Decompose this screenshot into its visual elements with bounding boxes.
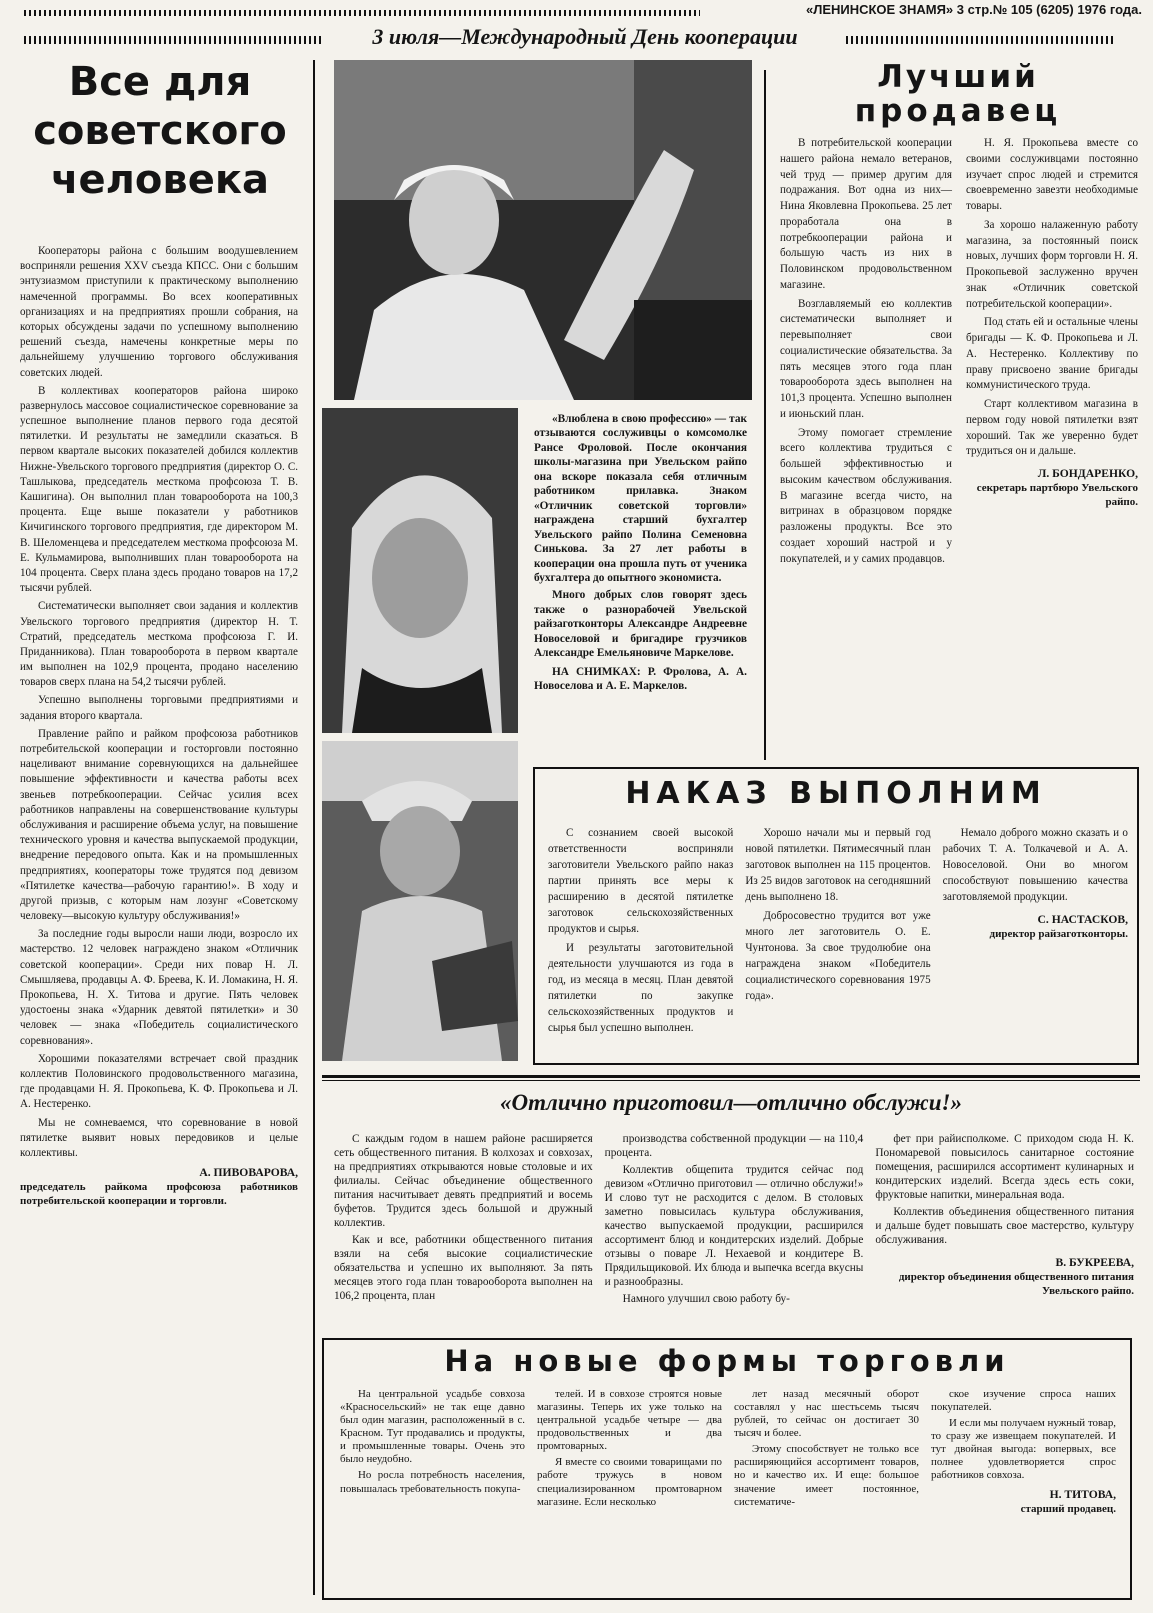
right-signature-title: секретарь партбюро Увельского райпо. xyxy=(976,482,1138,509)
left-signature-title: председатель райкома профсоюза работников потребительской кооперации и торговли. xyxy=(20,1181,298,1208)
paragraph: И если мы получаем нужный товар, то сразу же извещаем покупателей. И тут двойная выгода: вопервых, все полнее удовлетворяется спрос работников совхоза. xyxy=(931,1417,1116,1482)
nakaz-signature-title: директор райзаготконторы. xyxy=(989,927,1128,940)
paragraph: Этому помогает стремление всего коллектива трудиться с большей эффективностью и высоким качеством обслуживания. В магазине всегда чисто, на витринах в образцовом порядке разложены продукты. Все это создает хороший настрой и у покупателей, и у самих продавцов. xyxy=(780,426,952,565)
nakaz-body xyxy=(548,826,1128,1040)
paragraph: Н. Я. Прокопьева вместе со своими сослуживцами постоянно изучает спрос людей и стремится своевременно завезти необходимые товары. xyxy=(966,137,1138,212)
paragraph: Коллектив объединения общественного питания и дальше будет повышать свое мастерство, культуру обслуживания. xyxy=(875,1206,1135,1246)
paragraph: Намного улучшил свою работу бу- xyxy=(622,1293,790,1305)
nakaz-title: НАКАЗ ВЫПОЛНИМ xyxy=(625,776,1047,811)
nakaz-col-3 xyxy=(943,826,1128,1040)
caption-paragraph: «Влюблена в свою профессию» — так отзываются сослуживцы о комсомолке Рансе Фроловой. После окончания школы-магазина при Увельском райпо она вскоре показала себя отличным работником прилавка. Знаком «Отличник советской торговли» награждена старший бухгалтер Увельского райпо Полина Семеновна Синькова. За 27 лет работы в кооперации она прошла путь от ученика бухгалтера до опытного экономиста. xyxy=(534,413,747,584)
paragraph: лет назад месячный оборот составлял у нас шестьсемь тысяч рублей, то сейчас он достигает 30 тысяч и более. xyxy=(734,1388,919,1440)
right-col-1 xyxy=(780,136,952,570)
right-title-line1: Лучший xyxy=(877,59,1039,95)
paragraph: Коллектив общепита трудится сейчас под девизом «Отлично приготовил — отлично обслужи!» И слово тут не расходится с делом. В столовых заметно повысилась культура обслуживания, качество выпускаемой продукции, расширился ассортимент блюд и кондитерских изделий. Добрые отзывы о поваре Л. Нехаевой и кондитере В. Прядильщиковой. Их блюда и выпечка всегда вкусны и разнообразны. xyxy=(604,1164,864,1288)
column-rule xyxy=(313,60,315,1595)
otlichno-col-3 xyxy=(875,1132,1134,1309)
nakaz-col-1 xyxy=(548,826,733,1040)
novye-col-1 xyxy=(340,1388,525,1516)
right-article-body xyxy=(780,136,1138,570)
paragraph: Старт коллективом магазина в первом году новой пятилетки взят хороший. Так же уверенно будет трудиться он и дальше. xyxy=(966,398,1138,458)
novye-col-4 xyxy=(931,1388,1116,1516)
banner-hatch-right xyxy=(846,36,1116,44)
banner-title: 3 июля—Международный День кооперации xyxy=(372,24,798,49)
right-article-title xyxy=(778,60,1138,128)
paragraph: На центральной усадьбе совхоза «Красносельский» не так еще давно был один магазин, расположенный в с. Красном. Тут продавались и продукты, и промышленные товары. Очень это было неудобно. xyxy=(340,1388,525,1466)
column-rule xyxy=(764,70,766,760)
paragraph: С каждым годом в нашем районе расширяется сеть общественного питания. В колхозах и совхозах, на предприятиях открываются новые столовые и их филиалы. Сейчас объединение общественного питания насчитывает девять предприятий и восемь буфетов. Трудится здесь большой и дружный коллектив. xyxy=(334,1133,593,1229)
paragraph: Добросовестно трудится вот уже много лет заготовитель О. Е. Чунтонова. За свое трудолюбие она награждена знаком «Победитель социалистического соревнования 1975 года». xyxy=(745,909,931,1002)
masthead-hatch xyxy=(24,10,700,16)
center-caption xyxy=(534,412,747,697)
paragraph: ское изучение спроса наших покупателей. xyxy=(931,1388,1116,1414)
paragraph: Мы не сомневаемся, что соревнование в новой пятилетке выявит новых передовиков и целые коллективы. xyxy=(20,1116,298,1159)
photo-novoselova xyxy=(322,408,518,733)
otlichno-signature-title: директор объединения общественного питания Увельского райпо. xyxy=(898,1271,1135,1298)
right-signature: Л. БОНДАРЕНКО, xyxy=(1037,467,1138,480)
section-rule xyxy=(322,1080,1140,1081)
paragraph: Я вместе со своими товарищами по работе тружусь в новом специализированном промтоварном магазине. Если несколько xyxy=(537,1456,722,1508)
right-col-2 xyxy=(966,136,1138,570)
left-title-line: советского xyxy=(33,107,287,154)
paragraph: Как и все, работники общественного питания взяли на себя высокие социалистические обязательства и успешно их выполняют. За пять месяцев этого года план товарооборота выполнен на 106,2 процента, план xyxy=(334,1234,593,1302)
paragraph: Под стать ей и остальные члены бригады — К. Ф. Прокопьева и Л. А. Нестеренко. Коллективу по праву присвоено звание бригады коммунистического труда. xyxy=(966,316,1138,392)
paragraph: За последние годы выросли наши люди, возросло их мастерство. 12 человек награждено знаком «Отличник советской кооперации». Среди них повар Н. Л. Смышляева, продавцы А. Ф. Бреева, К. И. Ломакина, Н. Я. Прокопьева, Н. Х. Титова и другие. Пять человек удостоены знака «Ударник девятой пятилетки» и 30 человек — знака «Победитель социалистического соревнования». xyxy=(20,928,298,1047)
left-title-line: Все для xyxy=(68,59,252,105)
otlichno-col-2 xyxy=(605,1132,864,1309)
paragraph: Хорошо начали мы и первый год новой пятилетки. Пятимесячный план заготовок выполнен на 115 процентов. Из 25 видов заготовок на сегодняшний день выполнено 18. xyxy=(745,827,931,903)
novye-body xyxy=(340,1388,1116,1516)
paragraph: И результаты заготовительной деятельности улучшаются из года в год, из месяца в месяц. План девятой пятилетки по закупке сельскохозяйственных продуктов и сырья был успешно выполнен. xyxy=(548,941,734,1034)
photo-frolova-image xyxy=(334,60,752,400)
otlichno-title: «Отлично приготовил—отлично обслужи!» xyxy=(500,1090,962,1115)
novye-col-3 xyxy=(734,1388,919,1516)
photo-note: НА СНИМКАХ: Р. Фролова, А. А. Новоселова и А. Е. Маркелов. xyxy=(534,665,747,693)
paragraph: Но росла потребность населения, повышалась требовательность покупа- xyxy=(340,1469,525,1495)
novye-signature: Н. ТИТОВА, xyxy=(1049,1487,1116,1501)
left-article-body xyxy=(20,244,298,1209)
paragraph: Возглавляемый ею коллектив систематически выполняет и перевыполняет свои социалистические обязательства. За пять месяцев этого года план товарооборота здесь выполнен на 101,3 процента. Успешно выполнен и июньский план. xyxy=(780,297,952,420)
photo-markelov xyxy=(322,741,518,1061)
nakaz-col-2 xyxy=(745,826,930,1040)
novye-signature-title: старший продавец. xyxy=(1020,1502,1116,1515)
paragraph: Кооператоры района с большим воодушевлением восприняли решения XXV съезда КПСС. Они с большим энтузиазмом приступили к практическому выполнению намеченной программы. Во всех кооперативных организациях и на предприятиях прошли собрания, на которых обсуждены задачи по успешному выполнению решений съезда, намечены конкретные меры по дальнейшему улучшению торгового обслуживания советских людей. xyxy=(20,245,298,379)
right-title-line2: продавец xyxy=(854,93,1062,130)
novye-col-2 xyxy=(537,1388,722,1516)
banner-hatch-left xyxy=(24,36,324,44)
paragraph: Хорошими показателями встречает свой праздник коллектив Половинского продовольственного магазина, где продавцами Н. Я. Прокопьева, К. Ф. Прокопьева и Л. А. Нестеренко. xyxy=(20,1052,298,1111)
paragraph: производства собственной продукции — на 110,4 процента. xyxy=(604,1133,864,1159)
otlichno-signature: В. БУКРЕЕВА, xyxy=(1055,1256,1135,1269)
paragraph: В потребительской кооперации нашего района немало ветеранов, чей труд — пример другим для подражания. Вот одна из них—Нина Яковлевна Прокопьева. 25 лет проработала она в потребкооперации района и большую часть из них в Половинском продовольственном магазине. xyxy=(780,137,952,291)
photo-markelov-image xyxy=(322,741,518,1061)
nakaz-signature: С. НАСТАСКОВ, xyxy=(1037,912,1128,926)
paragraph: Немало доброго можно сказать и о рабочих Т. А. Толкачевой и А. А. Новоселовой. Они во многом способствуют повышению качества заготовляемой продукции. xyxy=(942,827,1128,903)
paragraph: Систематически выполняет свои задания и коллектив Увельского торгового предприятия (директор Н. Т. Стратий, председатель месткома профсоюза Г. И. Приданникова). План товарооборота в первом квартале им выполнен на 102,9 процента, продано населению товаров сверх плана на 54,2 тысячи рублей. xyxy=(20,600,298,689)
paragraph: С сознанием своей высокой ответственности восприняли заготовители Увельского райпо наказ партии принять все меры к расширению в десятой пятилетке заготовок сельскохозяйственных продуктов и сырья. xyxy=(548,827,734,935)
photo-frolova xyxy=(334,60,752,400)
left-signature: А. ПИВОВАРОВА, xyxy=(199,1166,298,1180)
section-rule xyxy=(322,1075,1140,1078)
paragraph: В коллективах кооператоров района широко развернулось массовое социалистическое соревнование за успешное выполнение планов первого года десятой пятилетки. И результаты не замедлили сказаться. В первом квартале высоких показателей добился коллектив Нижне-Увельского торгового предприятия (директор О. С. Ташлыкова, председатель месткома профсоюза Т. В. Кашигина). Он выполнил план товарооборота на 100,3 процента. Еще выше показатели у работников Кичигинского торгового предприятия, где директором М. В. Шеломенцева и председателем месткома профсоюза М. Е. Кульмамирова, выполнивших план товарооборота на 104 процента. Сверх плана здесь продано товаров на 17,2 тысячи рублей. xyxy=(20,384,298,595)
caption-paragraph: Много добрых слов говорят здесь также о разнорабочей Увельской райзаготконторы Александре Андреевне Новоселовой и бригадире грузчиков Александре Емельяновиче Маркелове. xyxy=(534,589,747,660)
masthead: «ЛЕНИНСКОЕ ЗНАМЯ» 3 стр.№ 105 (6205) 1976 года. xyxy=(805,2,1142,17)
paragraph: телей. И в совхозе строятся новые магазины. Теперь их уже только на центральной усадьбе четыре — два продовольственных и два промтоварных. xyxy=(537,1388,722,1453)
otlichno-body xyxy=(334,1132,1134,1309)
photo-novoselova-image xyxy=(322,408,518,733)
paragraph: За хорошо налаженную работу магазина, за постоянный поиск новых, лучших форм торговли Н. Я. Прокопьевой заслуженно вручен знак «Отличник советской потребительской кооперации». xyxy=(966,218,1138,310)
left-article-title xyxy=(20,58,300,204)
paragraph: Успешно выполнены торговыми предприятиями и задания второго квартала. xyxy=(20,694,298,722)
novye-title: На новые формы торговли xyxy=(444,1344,1010,1378)
paragraph: Этому способствует не только все расширяющийся ассортимент товаров, но и качество их. И еще: большое значение имеет постоянное, систематиче- xyxy=(734,1443,919,1508)
left-title-line: человека xyxy=(51,156,269,203)
paragraph: фет при райисполкоме. С приходом сюда Н. К. Пономаревой повысилось санитарное состояние помещения, расширился ассортимент кулинарных и кондитерских изделий. Всегда здесь есть соки, фруктовые напитки, минеральная вода. xyxy=(875,1133,1135,1201)
paragraph: Правление райпо и райком профсоюза работников потребительской кооперации и госторговли постоянно нацеливают внимание соревнующихся на дальнейшее повышение эффективности и качества работы всех звеньев потребкооперации. Сейчас усилия всех работников направлены на совершенствование культуры обслуживания и расширение объема услуг, на повышение технического уровня и качества выпускаемой продукции, внедрение передового опыта. Как и на промышленных предприятиях, кооператоры тоже трудятся под девизом «Пятилетке качества—рабочую гарантию!». В ходу и другой призыв, с которым нам лозунг «Советскому человеку—высокую культуру обслуживания!» xyxy=(20,727,298,923)
otlichno-col-1 xyxy=(334,1132,593,1309)
